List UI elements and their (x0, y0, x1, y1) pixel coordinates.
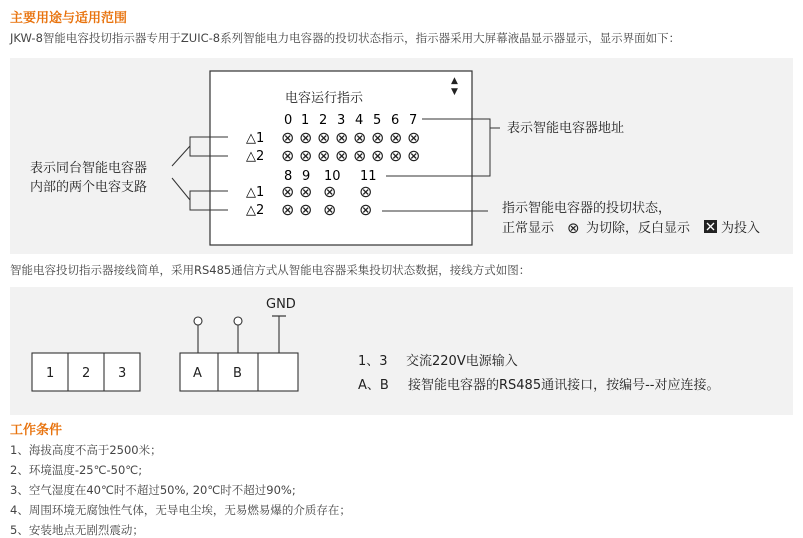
screen-title: 电容运行指示 (285, 91, 364, 106)
capacitor-off-icon: ⊗ (371, 128, 385, 147)
left-connector-bottom (172, 178, 190, 200)
capacitor-off-icon: ⊗ (389, 146, 403, 165)
address-number: 0 (284, 113, 293, 128)
address-number: 8 (284, 169, 293, 184)
capacitor-off-icon: ⊗ (353, 128, 367, 147)
address-number: 10 (324, 169, 341, 184)
capacitor-off-icon: ⊗ (299, 128, 313, 147)
address-number: 7 (409, 113, 418, 128)
right-label-state-line2c: 为投入 (721, 221, 761, 236)
scroll-up-icon: ▲ (451, 76, 458, 86)
usage-intro: JKW-8智能电容投切指示器专用于ZUIC-8系列智能电力电容器的投切状态指示，指示器采用大屏幕液晶显示器显示，显示界面如下： (10, 31, 681, 45)
capacitor-off-icon: ⊗ (389, 128, 403, 147)
address-number: 5 (373, 113, 382, 128)
condition-item: 3、空气湿度在40℃时不超过50%, 20℃时不超过90%; (10, 483, 296, 497)
left-label-line1: 表示同台智能电容器 (30, 161, 148, 176)
left-label-line2: 内部的两个电容支路 (30, 180, 148, 195)
capacitor-off-icon: ⊗ (299, 182, 313, 201)
right-label-state-line1: 指示智能电容器的投切状态， (502, 201, 672, 216)
capacitor-off-icon: ⊗ (407, 128, 421, 147)
capacitor-off-icon: ⊗ (359, 182, 373, 201)
note2-key: A、B (358, 378, 389, 393)
capacitor-off-icon: ⊗ (335, 146, 349, 165)
address-number: 1 (301, 113, 310, 128)
terminal-label: B (233, 366, 242, 381)
capacitor-off-icon: ⊗ (317, 146, 331, 165)
address-number: 3 (337, 113, 346, 128)
condition-item: 5、安装地点无剧烈震动； (10, 523, 144, 537)
condition-item: 4、周围环境无腐蚀性气体，无导电尘埃，无易燃易爆的介质存在； (10, 503, 351, 517)
scroll-down-icon: ▼ (451, 87, 458, 97)
terminal-label: 2 (82, 366, 91, 381)
row-label: △2 (246, 203, 265, 218)
row-label: △1 (246, 185, 265, 200)
note2-text: 接智能电容器的RS485通讯接口，按编号--对应连接。 (408, 378, 720, 393)
right-label-state-line2b: 为切除，反白显示 (586, 221, 691, 236)
condition-item: 2、环境温度-25℃-50℃; (10, 463, 143, 477)
address-number: 4 (355, 113, 364, 128)
address-number: 2 (319, 113, 328, 128)
capacitor-off-icon: ⊗ (359, 200, 373, 219)
capacitor-off-icon: ⊗ (281, 200, 295, 219)
row-label: △1 (246, 131, 265, 146)
right-label-address: 表示智能电容器地址 (507, 121, 625, 136)
wiring-diagram (10, 287, 793, 415)
terminal-label: 3 (118, 366, 127, 381)
capacitor-off-icon: ⊗ (323, 200, 337, 219)
note1-text: 交流220V电源输入 (406, 354, 518, 369)
capacitor-off-icon: ⊗ (281, 146, 295, 165)
capacitor-off-icon: ⊗ (335, 128, 349, 147)
address-number: 6 (391, 113, 400, 128)
section-title-usage: 主要用途与适用范围 (10, 11, 128, 26)
gnd-label: GND (266, 297, 296, 312)
right-label-state-line2a: 正常显示 (502, 221, 555, 236)
capacitor-off-icon: ⊗ (281, 128, 295, 147)
capacitor-off-icon: ⊗ (317, 128, 331, 147)
capacitor-off-icon: ⊗ (371, 146, 385, 165)
address-number: 9 (302, 169, 311, 184)
display-diagram (10, 58, 793, 254)
capacitor-off-icon: ⊗ (353, 146, 367, 165)
wiring-diagram-panel (10, 287, 793, 415)
terminal-label: 1 (46, 366, 55, 381)
pin-a-icon (194, 317, 202, 325)
capacitor-off-icon: ⊗ (281, 182, 295, 201)
pin-b-icon (234, 317, 242, 325)
address-number: 11 (360, 169, 377, 184)
capacitor-off-icon: ⊗ (407, 146, 421, 165)
capacitor-off-icon: ⊗ (299, 146, 313, 165)
row-label: △2 (246, 149, 265, 164)
capacitor-off-icon: ⊗ (323, 182, 337, 201)
capacitor-off-icon: ⊗ (299, 200, 313, 219)
condition-item: 1、海拔高度不高于2500米； (10, 443, 162, 457)
wiring-intro: 智能电容投切指示器接线简单，采用RS485通信方式从智能电容器采集投切状态数据，接线方式如图： (10, 263, 531, 277)
section-title-conditions: 工作条件 (10, 423, 63, 438)
symbol-off-icon: ⊗ (567, 219, 580, 237)
note1-key: 1、3 (358, 354, 388, 369)
left-connector-top (172, 146, 190, 166)
display-diagram-panel (10, 58, 793, 254)
terminal-label: A (193, 366, 202, 381)
